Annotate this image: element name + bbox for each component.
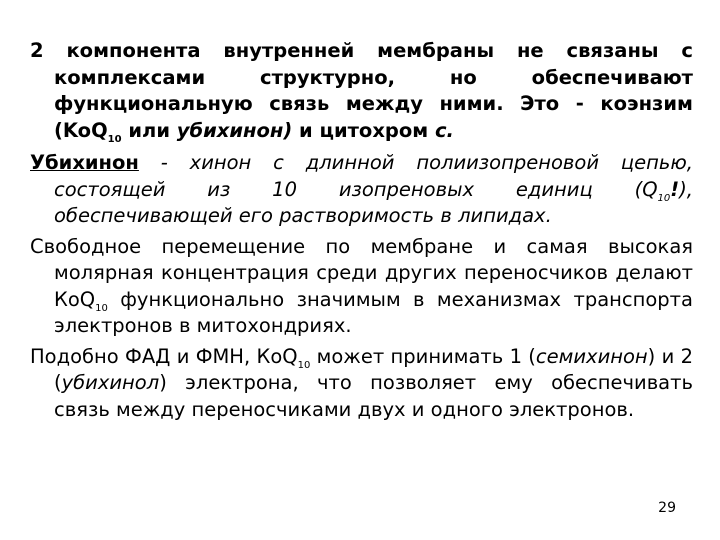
text: 2 компонента внутренней мембраны не связаны с комплексами структурно, но обеспечивают функциональную связь между ними. Это - коэнзим (KoQ bbox=[30, 39, 693, 142]
paragraph-coenzymes bbox=[30, 38, 693, 144]
text: ) и 2 ( bbox=[54, 344, 693, 394]
term-ubiquinone: Убихинон bbox=[30, 151, 139, 174]
slide-body bbox=[30, 38, 693, 427]
italic-term: с. bbox=[434, 118, 454, 142]
exclamation: ! bbox=[670, 177, 680, 201]
subscript: 10 bbox=[95, 302, 108, 314]
paragraph-electron-transfer bbox=[30, 344, 693, 424]
subscript: 10 bbox=[107, 133, 122, 145]
text: функционально значимым в механизмах транспорта электронов в митохондриях. bbox=[54, 287, 693, 337]
text: или bbox=[121, 118, 177, 142]
italic-term: убихинол bbox=[61, 371, 160, 394]
italic-term: убихинон) bbox=[176, 118, 293, 142]
paragraph-ubiquinone bbox=[30, 150, 693, 230]
text: ) электрона, что позволяет ему обеспечивать связь между переносчиками двух и одного электронов. bbox=[54, 371, 693, 421]
text: Подобно ФАД и ФМН, КоQ bbox=[30, 344, 298, 368]
subscript: 10 bbox=[657, 192, 671, 204]
paragraph-free-movement bbox=[30, 234, 693, 340]
italic-text: ), обеспечивающей его растворимость в липидах. bbox=[54, 177, 693, 227]
italic-term: семихинон bbox=[535, 344, 648, 368]
text: и цитохром bbox=[292, 118, 435, 142]
page-number: 29 bbox=[658, 500, 676, 516]
text: Свободное перемещение по мембране и самая высокая молярная концентрация среди других переносчиков делают КоQ bbox=[30, 234, 693, 311]
italic-text: - хинон с длинной полиизопреновой цепью, состоящей из 10 изопреновых единиц (Q bbox=[54, 151, 693, 201]
text: может принимать 1 ( bbox=[310, 344, 536, 368]
subscript: 10 bbox=[297, 359, 311, 371]
